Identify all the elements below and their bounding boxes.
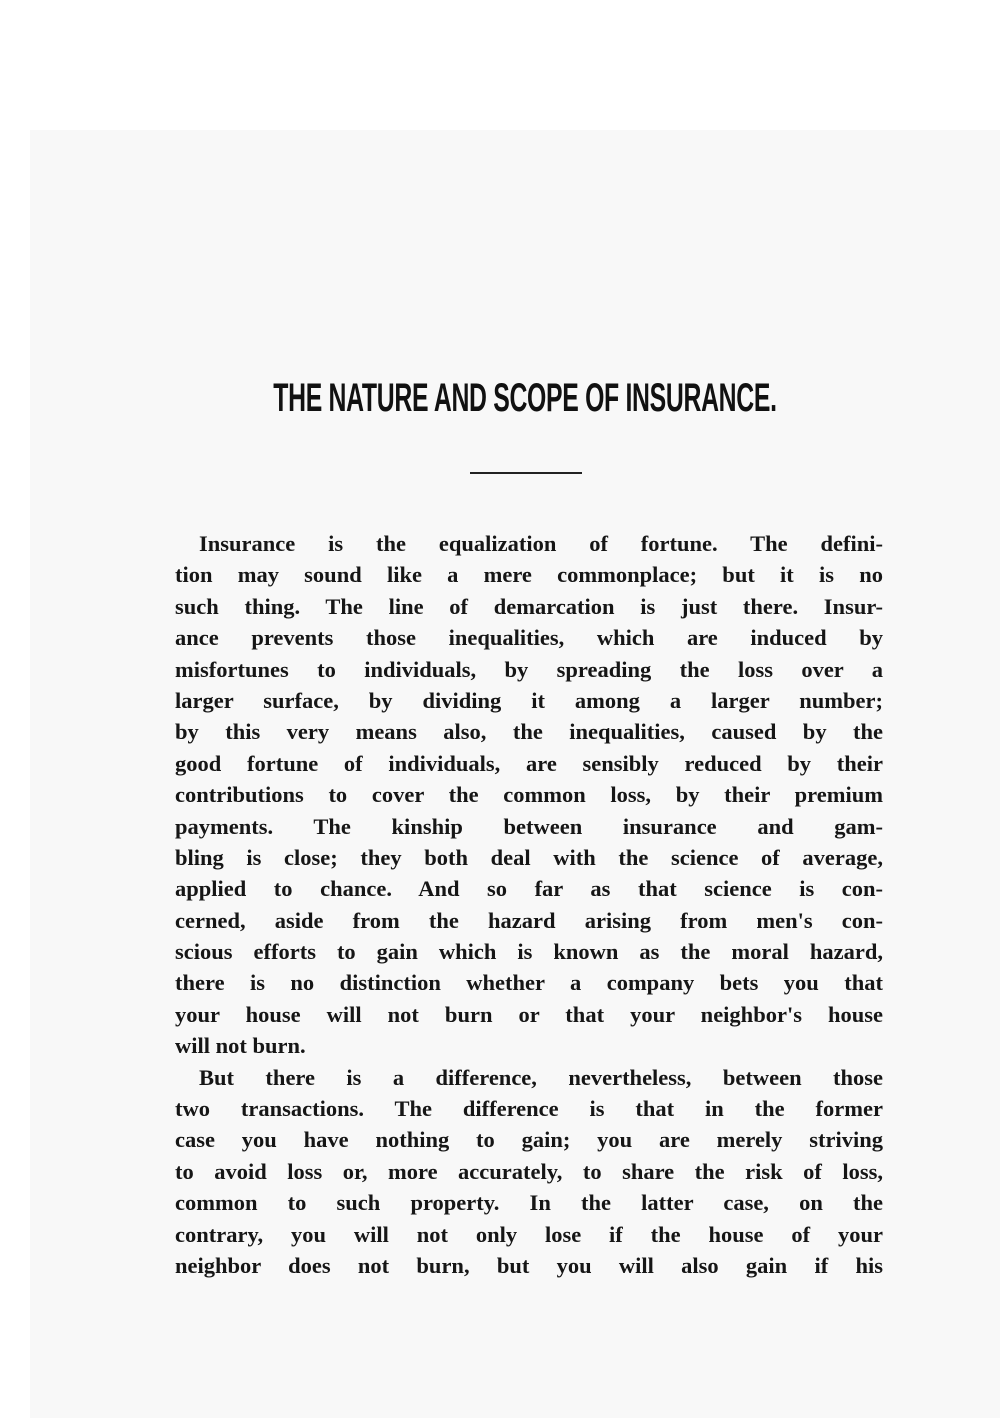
text-line: there is no distinction whether a company bets you that [175, 970, 883, 996]
text-line: two transactions. The difference is that in the former [175, 1096, 883, 1122]
text-line: But there is a difference, nevertheless, between those [199, 1064, 883, 1090]
text-line: cerned, aside from the hazard arising from men's con- [175, 907, 883, 933]
text-line: ance prevents those inequalities, which are induced by [175, 625, 883, 651]
text-line: to avoid loss or, more accurately, to share the risk of loss, [175, 1158, 883, 1184]
text-line: good fortune of individuals, are sensibly reduced by their [175, 750, 883, 776]
text-line: contributions to cover the common loss, by their premium [175, 782, 883, 808]
text-line: applied to chance. And so far as that science is con- [175, 876, 883, 902]
page-title: THE NATURE AND SCOPE OF INSURANCE. [273, 376, 777, 420]
text-line: tion may sound like a mere commonplace; but it is no [175, 562, 883, 588]
text-line: bling is close; they both deal with the science of average, [175, 844, 883, 870]
text-line: payments. The kinship between insurance and gam- [175, 813, 883, 839]
text-line: by this very means also, the inequalities, caused by the [175, 719, 883, 745]
title-divider-rule [470, 472, 582, 474]
text-line: such thing. The line of demarcation is just there. Insur- [175, 593, 883, 619]
text-line: misfortunes to individuals, by spreading the loss over a [175, 656, 883, 682]
text-line: common to such property. In the latter case, on the [175, 1190, 883, 1216]
text-line: case you have nothing to gain; you are merely striving [175, 1127, 883, 1153]
text-line: your house will not burn or that your neighbor's house [175, 1001, 883, 1027]
text-line: contrary, you will not only lose if the house of your [175, 1221, 883, 1247]
text-line: scious efforts to gain which is known as the moral hazard, [175, 939, 883, 965]
body-text [175, 528, 883, 1281]
text-line: larger surface, by dividing it among a larger number; [175, 687, 883, 713]
text-line: Insurance is the equalization of fortune. The defini- [199, 531, 883, 556]
text-line: will not burn. [175, 1033, 306, 1059]
text-line: neighbor does not burn, but you will also gain if his [175, 1252, 883, 1278]
